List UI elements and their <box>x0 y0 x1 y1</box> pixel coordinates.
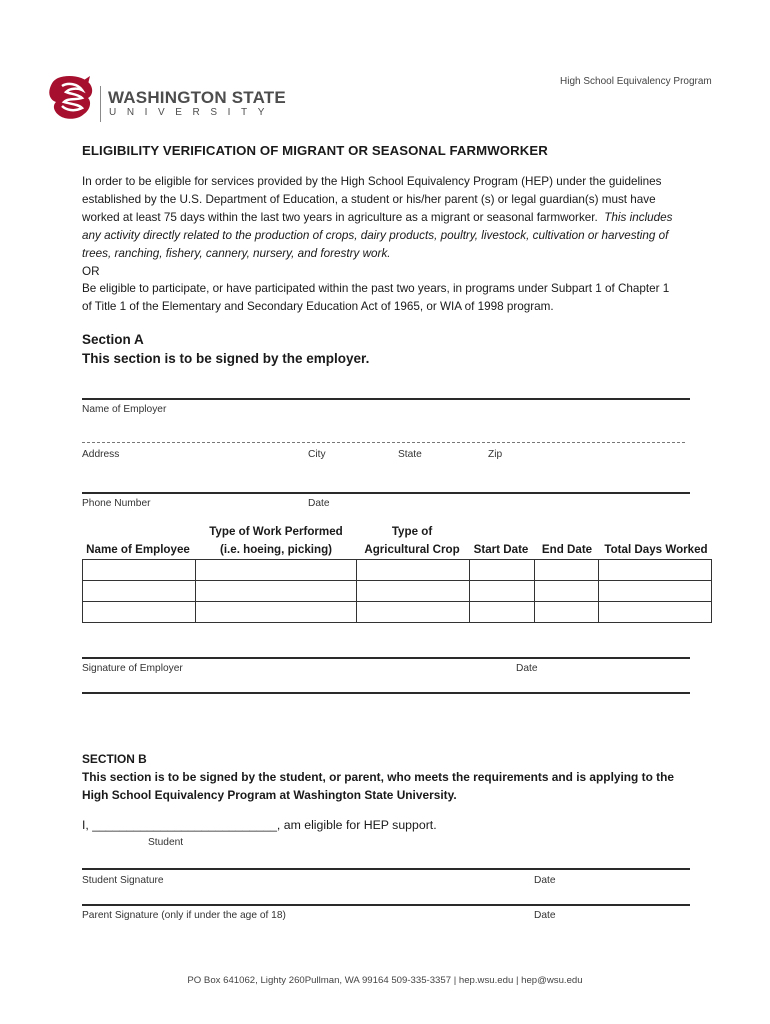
iam-prefix: I, <box>82 818 93 832</box>
table-cell[interactable] <box>195 602 356 623</box>
col-total-days: Total Days Worked <box>604 543 708 556</box>
page-title: ELIGIBILITY VERIFICATION OF MIGRANT OR SEASONAL FARMWORKER <box>82 143 548 158</box>
col-crop-line2: Agricultural Crop <box>364 543 460 556</box>
eligibility-statement <box>82 818 437 832</box>
parent-date-label: Date <box>534 910 556 921</box>
employer-signature-label: Signature of Employer <box>82 663 183 674</box>
col-end-date: End Date <box>541 543 593 556</box>
name-of-employer-label: Name of Employer <box>82 404 167 415</box>
section-b <box>82 750 692 804</box>
logo-divider <box>100 86 101 122</box>
col-name-of-employee: Name of Employee <box>86 543 190 556</box>
table-cell[interactable] <box>535 560 599 581</box>
table-cell[interactable] <box>356 602 470 623</box>
table-cell[interactable] <box>599 581 712 602</box>
wsu-logo <box>44 72 294 124</box>
state-label: State <box>398 449 422 460</box>
logo-subtitle: UNIVERSITY <box>109 107 276 118</box>
col-crop-type <box>356 523 468 559</box>
table-row <box>83 560 712 581</box>
table-cell[interactable] <box>470 560 535 581</box>
intro-p1-italic: This includes any activity directly related to the production of crops, dairy products, poultry, livestock, cultivation or harvesting of trees, ranching, fishery, cannery, nursery, and forestry work. <box>82 210 673 260</box>
phone-date-label: Date <box>308 498 330 509</box>
table-cell[interactable] <box>195 560 356 581</box>
section-a-subtitle: This section is to be signed by the employer. <box>82 351 370 366</box>
section-b-text: This section is to be signed by the student, or parent, who meets the requirements and is applying to the High School Equivalency Program at Washington State University. <box>82 770 674 802</box>
intro-p1: In order to be eligible for services provided by the High School Equivalency Program (HEP) under the guidelines established by the U.S. Department of Education, a student or his/her parent (s) or legal guardian(s) must have worked at least 75 days within the last two years in agriculture as a migrant or seasonal farmworker. <box>82 175 662 224</box>
intro-text <box>82 173 682 316</box>
address-line[interactable] <box>82 442 685 443</box>
employer-signature-line[interactable] <box>82 657 690 659</box>
table-cell[interactable] <box>599 560 712 581</box>
footer-contact: PO Box 641062, Lighty 260Pullman, WA 99164 509-335-3357 | hep.wsu.edu | hep@wsu.edu <box>187 975 583 986</box>
student-label: Student <box>148 837 184 848</box>
student-signature-label: Student Signature <box>82 875 164 886</box>
table-cell[interactable] <box>83 560 196 581</box>
student-signature-line[interactable] <box>82 868 690 870</box>
table-cell[interactable] <box>356 581 470 602</box>
col-work-line1: Type of Work Performed <box>209 525 343 538</box>
table-cell[interactable] <box>535 581 599 602</box>
city-label: City <box>308 449 326 460</box>
intro-p2: Be eligible to participate, or have participated within the past two years, in programs under Subpart 1 of Chapter 1 of Title 1 of the Elementary and Secondary Education Act of 1965, or WIA of 1998 program. <box>82 282 670 314</box>
iam-suffix: , am eligible for HEP support. <box>276 818 437 832</box>
student-name-blank[interactable]: ___________________________ <box>92 818 277 832</box>
table-cell[interactable] <box>83 602 196 623</box>
employer-name-line[interactable] <box>82 398 690 400</box>
logo-name: WASHINGTON STATE <box>108 88 286 107</box>
table-cell[interactable] <box>356 560 470 581</box>
table-cell[interactable] <box>83 581 196 602</box>
table-cell[interactable] <box>599 602 712 623</box>
intro-or: OR <box>82 264 100 278</box>
table-row <box>83 581 712 602</box>
address-label: Address <box>82 449 120 460</box>
program-name: High School Equivalency Program <box>560 76 712 87</box>
section-a-title: Section A <box>82 332 144 347</box>
section-a-heading <box>82 330 369 368</box>
parent-signature-line[interactable] <box>82 904 690 906</box>
student-date-label: Date <box>534 875 556 886</box>
col-type-of-work <box>196 523 356 559</box>
cougar-head-icon <box>44 72 96 124</box>
employer-date-label: Date <box>516 663 538 674</box>
parent-signature-label: Parent Signature (only if under the age of 18) <box>82 910 286 921</box>
table-cell[interactable] <box>195 581 356 602</box>
table-row <box>83 602 712 623</box>
col-start-date: Start Date <box>473 543 529 556</box>
employment-table <box>82 559 712 623</box>
section-a-bottom-line <box>82 692 690 694</box>
phone-line[interactable] <box>82 492 690 494</box>
section-b-heading: SECTION B <box>82 752 147 766</box>
table-cell[interactable] <box>470 581 535 602</box>
table-cell[interactable] <box>535 602 599 623</box>
table-cell[interactable] <box>470 602 535 623</box>
phone-number-label: Phone Number <box>82 498 151 509</box>
col-work-line2: (i.e. hoeing, picking) <box>219 543 333 556</box>
col-crop-line1: Type of <box>391 525 433 538</box>
zip-label: Zip <box>488 449 503 460</box>
